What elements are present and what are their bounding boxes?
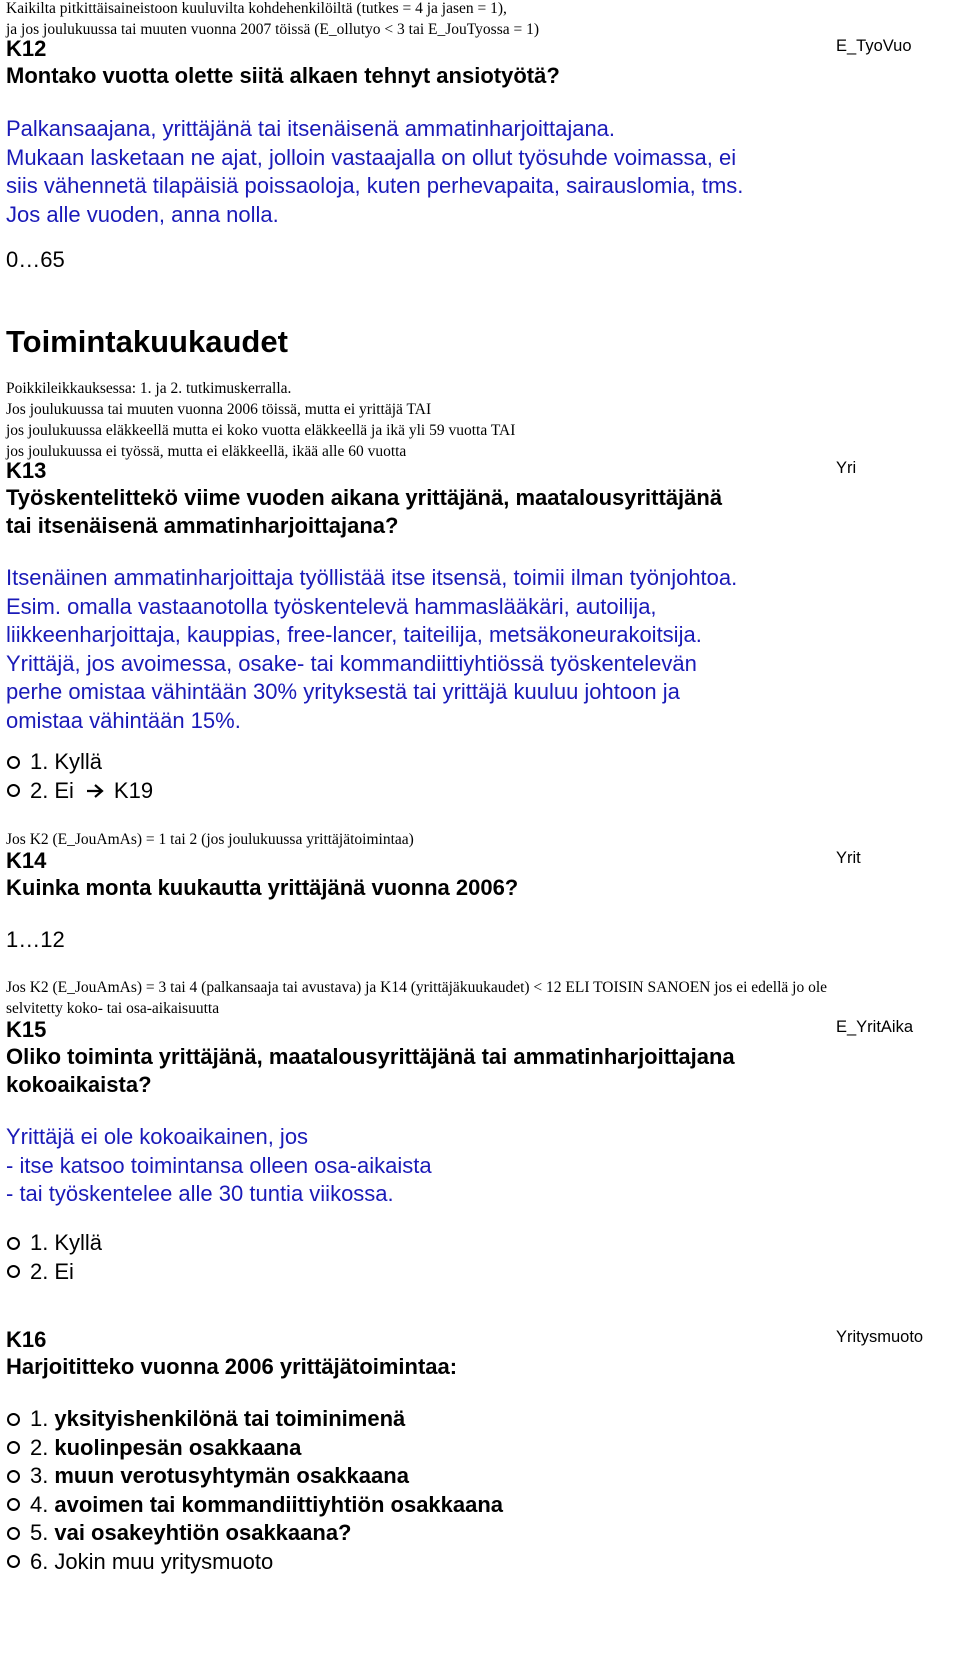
question-line: kokoaikaista?	[6, 1072, 152, 1097]
option-label: avoimen tai kommandiittiyhtiön osakkaana	[54, 1491, 504, 1517]
radio-circle-icon[interactable]	[7, 1527, 20, 1540]
instruction-line: Mukaan lasketaan ne ajat, jolloin vastaajalla on ollut työsuhde voimassa, ei	[6, 144, 737, 170]
answer-range: 1…12	[6, 927, 65, 952]
instruction-line: Jos alle vuoden, anna nolla.	[6, 201, 279, 227]
variable-name: Yri	[836, 459, 857, 477]
variable-name: E_YritAika	[836, 1018, 914, 1036]
filter-line: Jos K2 (E_JouAmAs) = 3 tai 4 (palkansaaja tai avustava) ja K14 (yrittäjäkuukaudet) < 12 ELI TOISIN SANOEN jos ei edellä jo ole	[6, 979, 828, 996]
filter-line: selvitetty koko- tai osa-aikaisuutta	[6, 1000, 220, 1017]
k15-filter	[6, 977, 827, 1019]
option-number: 3.	[30, 1463, 49, 1488]
answer-range: 0…65	[6, 247, 65, 272]
radio-circle-icon[interactable]	[7, 1413, 20, 1426]
question-text: Montako vuotta olette siitä alkaen tehnyt ansiotyötä?	[6, 63, 560, 88]
k15-instructions	[6, 1123, 432, 1209]
radio-circle-icon[interactable]	[7, 1265, 20, 1278]
option-label: yksityishenkilönä tai toiminimenä	[54, 1406, 406, 1431]
option-ei[interactable]	[6, 777, 153, 806]
option-number: 4.	[30, 1491, 49, 1517]
option-label: Ei	[54, 1258, 74, 1284]
option-muu[interactable]	[6, 1548, 503, 1577]
instruction-line: liikkeenharjoittaja, kauppias, free-lancer, taiteilija, metsäkoneurakoitsija.	[6, 622, 702, 647]
question-text	[6, 484, 722, 540]
option-number: 1.	[30, 1406, 49, 1431]
option-osakeyhtio[interactable]	[6, 1519, 503, 1548]
option-ei[interactable]	[6, 1258, 102, 1287]
k15-options	[6, 1229, 102, 1286]
question-line: tai itsenäisenä ammatinharjoittajana?	[6, 513, 399, 538]
option-yksityishenkilo[interactable]	[6, 1405, 503, 1434]
option-label: Jokin muu yritysmuoto	[54, 1548, 274, 1574]
k13-instructions	[6, 564, 737, 735]
filter-line: Poikkileikkauksessa: 1. ja 2. tutkimuskerralla.	[6, 380, 292, 397]
radio-circle-icon[interactable]	[7, 1237, 20, 1250]
filter-line: jos joulukuussa eläkkeellä mutta ei koko vuotta eläkkeellä ja ikä yli 59 vuotta TAI	[6, 422, 516, 439]
question-id: K16	[6, 1327, 47, 1352]
question-id: K13	[6, 458, 47, 483]
instruction-line: perhe omistaa vähintään 30% yrityksestä tai yrittäjä kuuluu johtoon ja	[6, 679, 680, 704]
radio-circle-icon[interactable]	[7, 1555, 20, 1568]
radio-circle-icon[interactable]	[7, 1441, 20, 1454]
k13-filter	[6, 378, 515, 462]
option-number: 1.	[30, 749, 49, 774]
k12-filter	[6, 0, 539, 40]
k13-options	[6, 748, 153, 805]
instruction-line: Yrittäjä ei ole kokoaikainen, jos	[6, 1124, 309, 1149]
instruction-line: - itse katsoo toimintansa olleen osa-aikaista	[6, 1152, 432, 1178]
question-id: K12	[6, 36, 47, 61]
option-avoin-yhtio[interactable]	[6, 1491, 503, 1520]
instruction-line: Palkansaajana, yrittäjänä tai itsenäisenä ammatinharjoittajana.	[6, 116, 616, 141]
variable-name: Yritysmuoto	[836, 1328, 924, 1346]
option-number: 6.	[30, 1548, 49, 1574]
question-line: Oliko toiminta yrittäjänä, maatalousyrittäjänä tai ammatinharjoittajana	[6, 1044, 735, 1069]
variable-name: Yrit	[836, 849, 861, 867]
instruction-line: - tai työskentelee alle 30 tuntia viikossa.	[6, 1181, 394, 1206]
arrow-right-icon	[86, 777, 104, 806]
question-text	[6, 1043, 735, 1099]
skip-target: K19	[113, 777, 154, 803]
option-number: 5.	[30, 1520, 49, 1545]
filter-line: ja jos joulukuussa tai muuten vuonna 2007 töissä (E_ollutyo < 3 tai E_JouTyossa = 1)	[6, 21, 540, 38]
filter-line: Jos joulukuussa tai muuten vuonna 2006 töissä, mutta ei yrittäjä TAI	[6, 401, 432, 418]
instruction-line: Itsenäinen ammatinharjoittaja työllistää itse itsensä, toimii ilman työnjohtoa.	[6, 565, 738, 590]
radio-circle-icon[interactable]	[7, 756, 20, 769]
option-label: kuolinpesän osakkaana	[54, 1434, 302, 1460]
question-text: Kuinka monta kuukautta yrittäjänä vuonna 2006?	[6, 875, 519, 900]
instruction-line: siis vähennetä tilapäisiä poissaoloja, kuten perhevapaita, sairauslomia, tms.	[6, 173, 744, 198]
option-kuolinpesa[interactable]	[6, 1434, 503, 1463]
k14-filter: Jos K2 (E_JouAmAs) = 1 tai 2 (jos joulukuussa yrittäjätoimintaa)	[6, 831, 414, 848]
k16-options	[6, 1405, 503, 1576]
option-number: 2.	[30, 777, 49, 803]
radio-circle-icon[interactable]	[7, 784, 20, 797]
radio-circle-icon[interactable]	[7, 1470, 20, 1483]
option-label: muun verotusyhtymän osakkaana	[54, 1463, 409, 1488]
question-id: K15	[6, 1017, 47, 1042]
instruction-line: Yrittäjä, jos avoimessa, osake- tai kommandiittiyhtiössä työskentelevän	[6, 650, 697, 676]
variable-name: E_TyoVuo	[836, 37, 912, 55]
option-verotusyhtyma[interactable]	[6, 1462, 503, 1491]
option-label: Kyllä	[54, 1230, 103, 1255]
option-label: Kyllä	[54, 749, 103, 774]
instruction-line: omistaa vähintään 15%.	[6, 707, 241, 733]
question-id: K14	[6, 848, 47, 873]
option-kylla[interactable]	[6, 1229, 102, 1258]
filter-line: jos joulukuussa ei työssä, mutta ei eläkkeellä, ikää alle 60 vuotta	[6, 443, 407, 460]
option-kylla[interactable]	[6, 748, 153, 777]
option-number: 1.	[30, 1230, 49, 1255]
radio-circle-icon[interactable]	[7, 1498, 20, 1511]
instruction-line: Esim. omalla vastaanotolla työskentelevä hammaslääkäri, autoilija,	[6, 593, 657, 619]
question-line: Työskentelittekö viime vuoden aikana yrittäjänä, maatalousyrittäjänä	[6, 485, 723, 510]
k12-instructions	[6, 115, 743, 229]
option-number: 2.	[30, 1258, 49, 1284]
option-number: 2.	[30, 1434, 49, 1460]
question-text: Harjoititteko vuonna 2006 yrittäjätoimintaa:	[6, 1354, 458, 1379]
filter-line: Kaikilta pitkittäisaineistoon kuuluvilta kohdehenkilöiltä (tutkes = 4 ja jasen = 1),	[6, 0, 507, 17]
option-label: Ei	[54, 777, 74, 803]
section-heading: Toimintakuukaudet	[6, 324, 288, 359]
option-label: vai osakeyhtiön osakkaana?	[54, 1520, 352, 1545]
